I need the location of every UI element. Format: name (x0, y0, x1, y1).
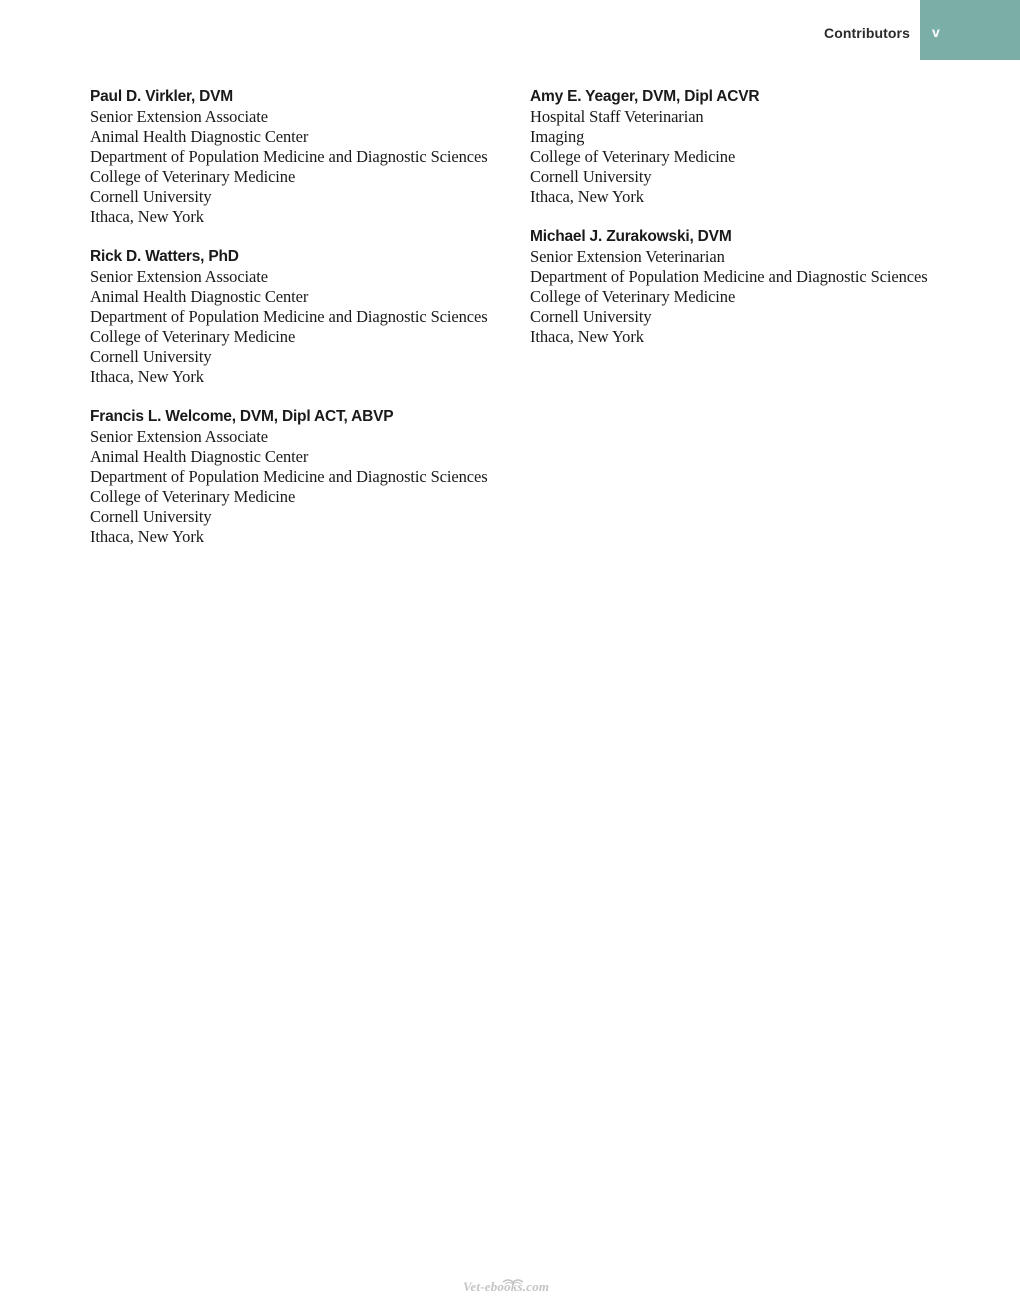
contributors-left-column (90, 87, 490, 567)
affiliation-line: Senior Extension Veterinarian (530, 247, 725, 266)
contributor-entry (90, 407, 490, 547)
affiliation-line: Senior Extension Associate (90, 427, 268, 446)
affiliation-line: Animal Health Diagnostic Center (90, 287, 309, 306)
affiliation-line: Hospital Staff Veterinarian (530, 107, 704, 126)
affiliation-line: Cornell University (90, 507, 212, 526)
affiliation-line: College of Veterinary Medicine (530, 287, 736, 306)
contributor-name: Francis L. Welcome, DVM, Dipl ACT, ABVP (90, 408, 394, 425)
affiliation-line: Ithaca, New York (90, 207, 204, 226)
page-number: v (932, 24, 940, 40)
affiliation-line: Cornell University (90, 347, 212, 366)
affiliation-line: Animal Health Diagnostic Center (90, 447, 309, 466)
contributor-name: Michael J. Zurakowski, DVM (530, 228, 732, 245)
affiliation-line: College of Veterinary Medicine (90, 167, 296, 186)
affiliation-line: College of Veterinary Medicine (90, 327, 296, 346)
affiliation-line: Ithaca, New York (530, 327, 644, 346)
affiliation-line: Ithaca, New York (90, 527, 204, 546)
affiliation-line: Cornell University (530, 307, 652, 326)
watermark-logo (463, 1276, 557, 1296)
contributor-name: Paul D. Virkler, DVM (90, 88, 234, 105)
affiliation-line: Ithaca, New York (530, 187, 644, 206)
contributor-entry (530, 87, 930, 207)
affiliation-line: Ithaca, New York (90, 367, 204, 386)
affiliation-line: Animal Health Diagnostic Center (90, 127, 309, 146)
book-icon (463, 1276, 557, 1296)
affiliation-line: Department of Population Medicine and Diagnostic Sciences (530, 267, 928, 286)
affiliation-line: College of Veterinary Medicine (530, 147, 736, 166)
affiliation-line: Cornell University (90, 187, 212, 206)
contributor-name: Amy E. Yeager, DVM, Dipl ACVR (530, 88, 760, 105)
watermark-text: Vet-ebooks.com (463, 1279, 550, 1294)
page-number-tab (920, 0, 1020, 60)
contributor-entry (90, 247, 490, 387)
affiliation-line: Senior Extension Associate (90, 267, 268, 286)
affiliation-line: College of Veterinary Medicine (90, 487, 296, 506)
affiliation-line: Department of Population Medicine and Diagnostic Sciences (90, 467, 488, 486)
contributor-entry (530, 227, 930, 347)
section-title: Contributors (824, 25, 910, 41)
contributors-right-column (530, 87, 930, 367)
contributor-name: Rick D. Watters, PhD (90, 248, 239, 265)
affiliation-line: Cornell University (530, 167, 652, 186)
affiliation-line: Department of Population Medicine and Diagnostic Sciences (90, 307, 488, 326)
contributor-entry (90, 87, 490, 227)
affiliation-line: Imaging (530, 127, 585, 146)
affiliation-line: Department of Population Medicine and Diagnostic Sciences (90, 147, 488, 166)
affiliation-line: Senior Extension Associate (90, 107, 268, 126)
